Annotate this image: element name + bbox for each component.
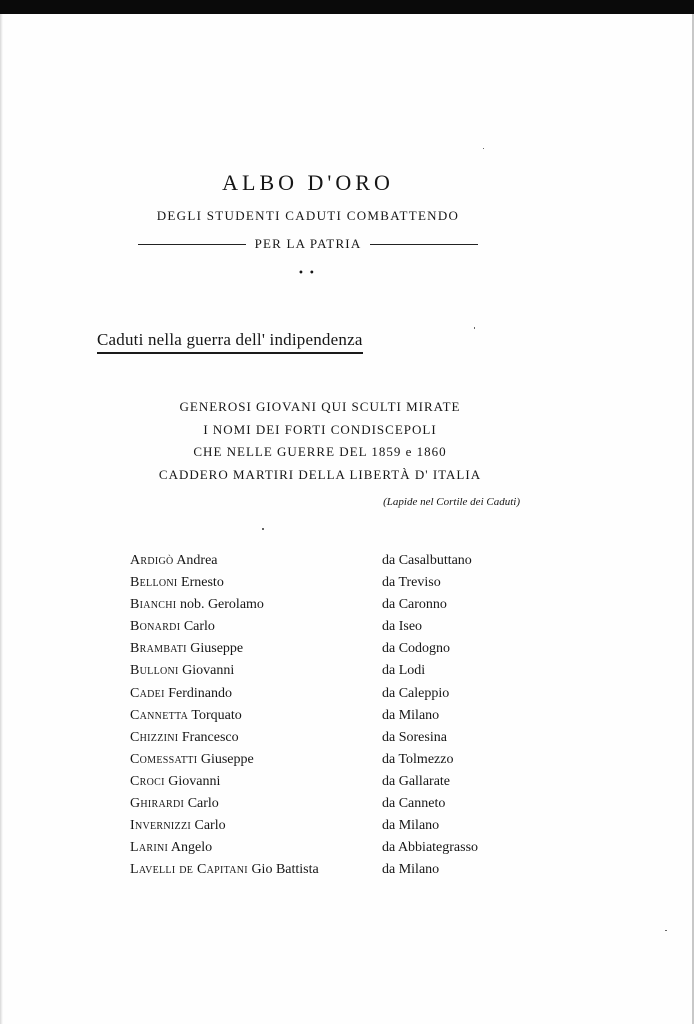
origin: da Abbiategrasso	[382, 840, 479, 856]
page-title: ALBO D'ORO	[222, 170, 394, 195]
origin: da Iseo	[382, 619, 423, 635]
given-name: Ernesto	[181, 575, 224, 591]
surname: Belloni	[130, 575, 178, 591]
list-item	[130, 616, 550, 638]
given-name: Gio Battista	[251, 862, 319, 878]
inscription-line: CHE NELLE GUERRE DEL 1859 e 1860	[193, 444, 447, 459]
given-name: Andrea	[176, 553, 218, 568]
surname: Bianchi	[130, 597, 177, 613]
scan-top-border	[0, 0, 694, 14]
given-name: Giovanni	[182, 663, 235, 679]
inscription-source: (Lapide nel Cortile dei Caduti)	[383, 496, 520, 508]
scan-speck	[483, 148, 484, 149]
surname: Bonardi	[130, 619, 181, 635]
given-name: Giovanni	[168, 773, 221, 789]
origin: da Soresina	[382, 729, 447, 745]
given-name: Giuseppe	[200, 751, 254, 767]
list-item	[130, 572, 550, 594]
surname: Comessatti	[130, 751, 198, 767]
origin: da Caronno	[382, 597, 447, 613]
list-item	[130, 660, 550, 682]
scan-speck	[262, 528, 264, 530]
section-heading: Caduti nella guerra dell' indipendenza	[97, 330, 363, 354]
subtitle-line-2	[138, 236, 478, 252]
list-item	[130, 683, 550, 705]
given-name: Francesco	[181, 729, 239, 745]
roll-of-names	[130, 550, 550, 881]
subtitle-line-1: DEGLI STUDENTI CADUTI COMBATTENDO	[156, 208, 460, 223]
surname: Ghirardi	[130, 796, 185, 812]
origin: da Gallarate	[382, 773, 451, 789]
surname: Lavelli de Capitani	[130, 862, 248, 878]
given-name: Carlo	[194, 818, 226, 834]
inscription-line: GENEROSI GIOVANI QUI SCULTI MIRATE	[179, 399, 461, 414]
surname: Brambati	[130, 641, 187, 657]
list-item	[130, 793, 550, 815]
list-item	[130, 859, 550, 881]
list-item	[130, 638, 550, 660]
subtitle-line-2-text: PER LA PATRIA	[254, 236, 362, 251]
given-name: nob. Gerolamo	[179, 597, 264, 613]
origin: da Caleppio	[382, 685, 450, 701]
inscription-line: CADDERO MARTIRI DELLA LIBERTÀ D' ITALIA	[158, 466, 482, 482]
origin: da Tolmezzo	[382, 751, 454, 767]
list-item	[130, 705, 550, 727]
surname: Ardigò	[130, 553, 174, 568]
origin: da Codogno	[382, 641, 451, 657]
surname: Chizzini	[130, 729, 179, 745]
given-name: Carlo	[183, 619, 215, 635]
origin: da Treviso	[382, 575, 441, 591]
origin: da Milano	[382, 707, 440, 723]
list-item	[130, 749, 550, 771]
given-name: Carlo	[187, 796, 219, 812]
surname: Larini	[130, 840, 169, 856]
given-name: Giuseppe	[190, 641, 244, 657]
surname: Cannetta	[130, 707, 189, 723]
list-item	[130, 837, 550, 859]
surname: Cadei	[130, 685, 165, 701]
scan-speck	[665, 930, 667, 931]
surname: Invernizzi	[130, 818, 191, 834]
list-item	[130, 727, 550, 749]
ornament-dots: ••	[298, 268, 320, 279]
inscription-line: I NOMI DEI FORTI CONDISCEPOLI	[203, 421, 437, 437]
list-item	[130, 771, 550, 793]
origin: da Lodi	[382, 663, 426, 679]
origin: da Casalbuttano	[382, 553, 472, 568]
given-name: Torquato	[191, 707, 242, 723]
list-item	[130, 594, 550, 616]
given-name: Ferdinando	[168, 685, 232, 701]
scan-speck	[474, 327, 475, 329]
surname: Croci	[130, 773, 165, 789]
list-item	[130, 550, 550, 572]
surname: Bulloni	[130, 663, 179, 679]
given-name: Angelo	[170, 840, 213, 856]
scan-left-edge	[0, 14, 3, 1024]
origin: da Canneto	[382, 796, 446, 812]
origin: da Milano	[382, 862, 440, 878]
right-rule	[370, 244, 478, 245]
left-rule	[138, 244, 246, 245]
list-item	[130, 815, 550, 837]
origin: da Milano	[382, 818, 440, 834]
inscription	[100, 396, 540, 486]
